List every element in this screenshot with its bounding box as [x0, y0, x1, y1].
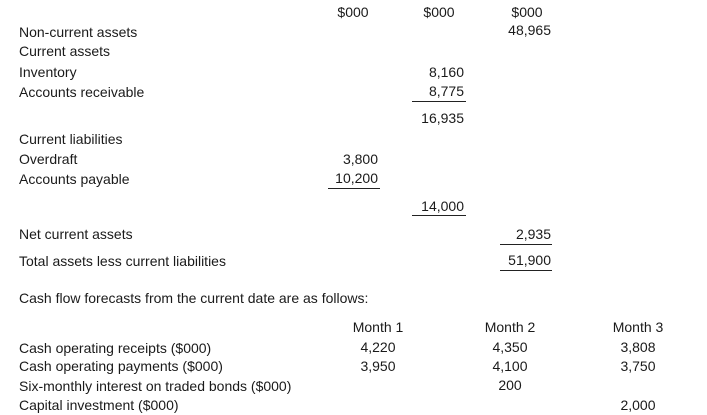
forecast-row-label: Capital investment ($000) — [19, 397, 179, 413]
underline-receivable — [412, 101, 466, 102]
underline-net-current — [500, 244, 552, 245]
forecast-cell: 3,750 — [620, 358, 656, 374]
underline-liabilities-total — [412, 215, 466, 216]
forecast-row-label: Cash operating payments ($000) — [19, 358, 223, 374]
month-1-header: Month 1 — [352, 319, 404, 335]
current-assets-total: 16,935 — [421, 110, 464, 126]
forecast-cell: 4,220 — [360, 339, 396, 355]
overdraft-value: 3,800 — [342, 151, 378, 167]
month-3-header: Month 3 — [612, 319, 664, 335]
forecast-cell: 4,350 — [492, 339, 528, 355]
accounts-receivable-value: 8,775 — [428, 83, 464, 99]
non-current-assets-value: 48,965 — [508, 22, 551, 38]
underline-payable — [328, 188, 380, 189]
month-2-header: Month 2 — [484, 319, 536, 335]
inventory-label: Inventory — [19, 64, 77, 80]
column-header-1: $000 — [337, 4, 369, 20]
forecast-cell: 2,000 — [620, 397, 656, 413]
column-header-3: $000 — [511, 4, 543, 20]
intro-text: Cash flow forecasts from the current date are as follows: — [19, 290, 369, 306]
underline-total-assets — [500, 270, 552, 271]
accounts-payable-label: Accounts payable — [19, 171, 130, 187]
current-liabilities-heading: Current liabilities — [19, 131, 123, 147]
forecast-cell: 3,808 — [620, 339, 656, 355]
net-current-assets-value: 2,935 — [515, 226, 551, 242]
forecast-row-label: Six-monthly interest on traded bonds ($000) — [19, 378, 292, 394]
column-header-2: $000 — [423, 4, 455, 20]
total-assets-less-cl-label: Total assets less current liabilities — [19, 253, 226, 269]
total-assets-less-cl-value: 51,900 — [508, 252, 551, 268]
current-assets-heading: Current assets — [19, 43, 111, 59]
non-current-assets-label: Non-current assets — [19, 24, 138, 40]
forecast-row-label: Cash operating receipts ($000) — [19, 340, 212, 356]
current-liabilities-total: 14,000 — [421, 198, 464, 214]
accounts-receivable-label: Accounts receivable — [19, 84, 145, 100]
overdraft-label: Overdraft — [19, 151, 78, 167]
forecast-cell: 200 — [498, 377, 522, 393]
forecast-cell: 3,950 — [360, 358, 396, 374]
inventory-value: 8,160 — [428, 64, 464, 80]
forecast-cell: 4,100 — [492, 358, 528, 374]
net-current-assets-label: Net current assets — [19, 226, 133, 242]
accounts-payable-value: 10,200 — [335, 170, 378, 186]
